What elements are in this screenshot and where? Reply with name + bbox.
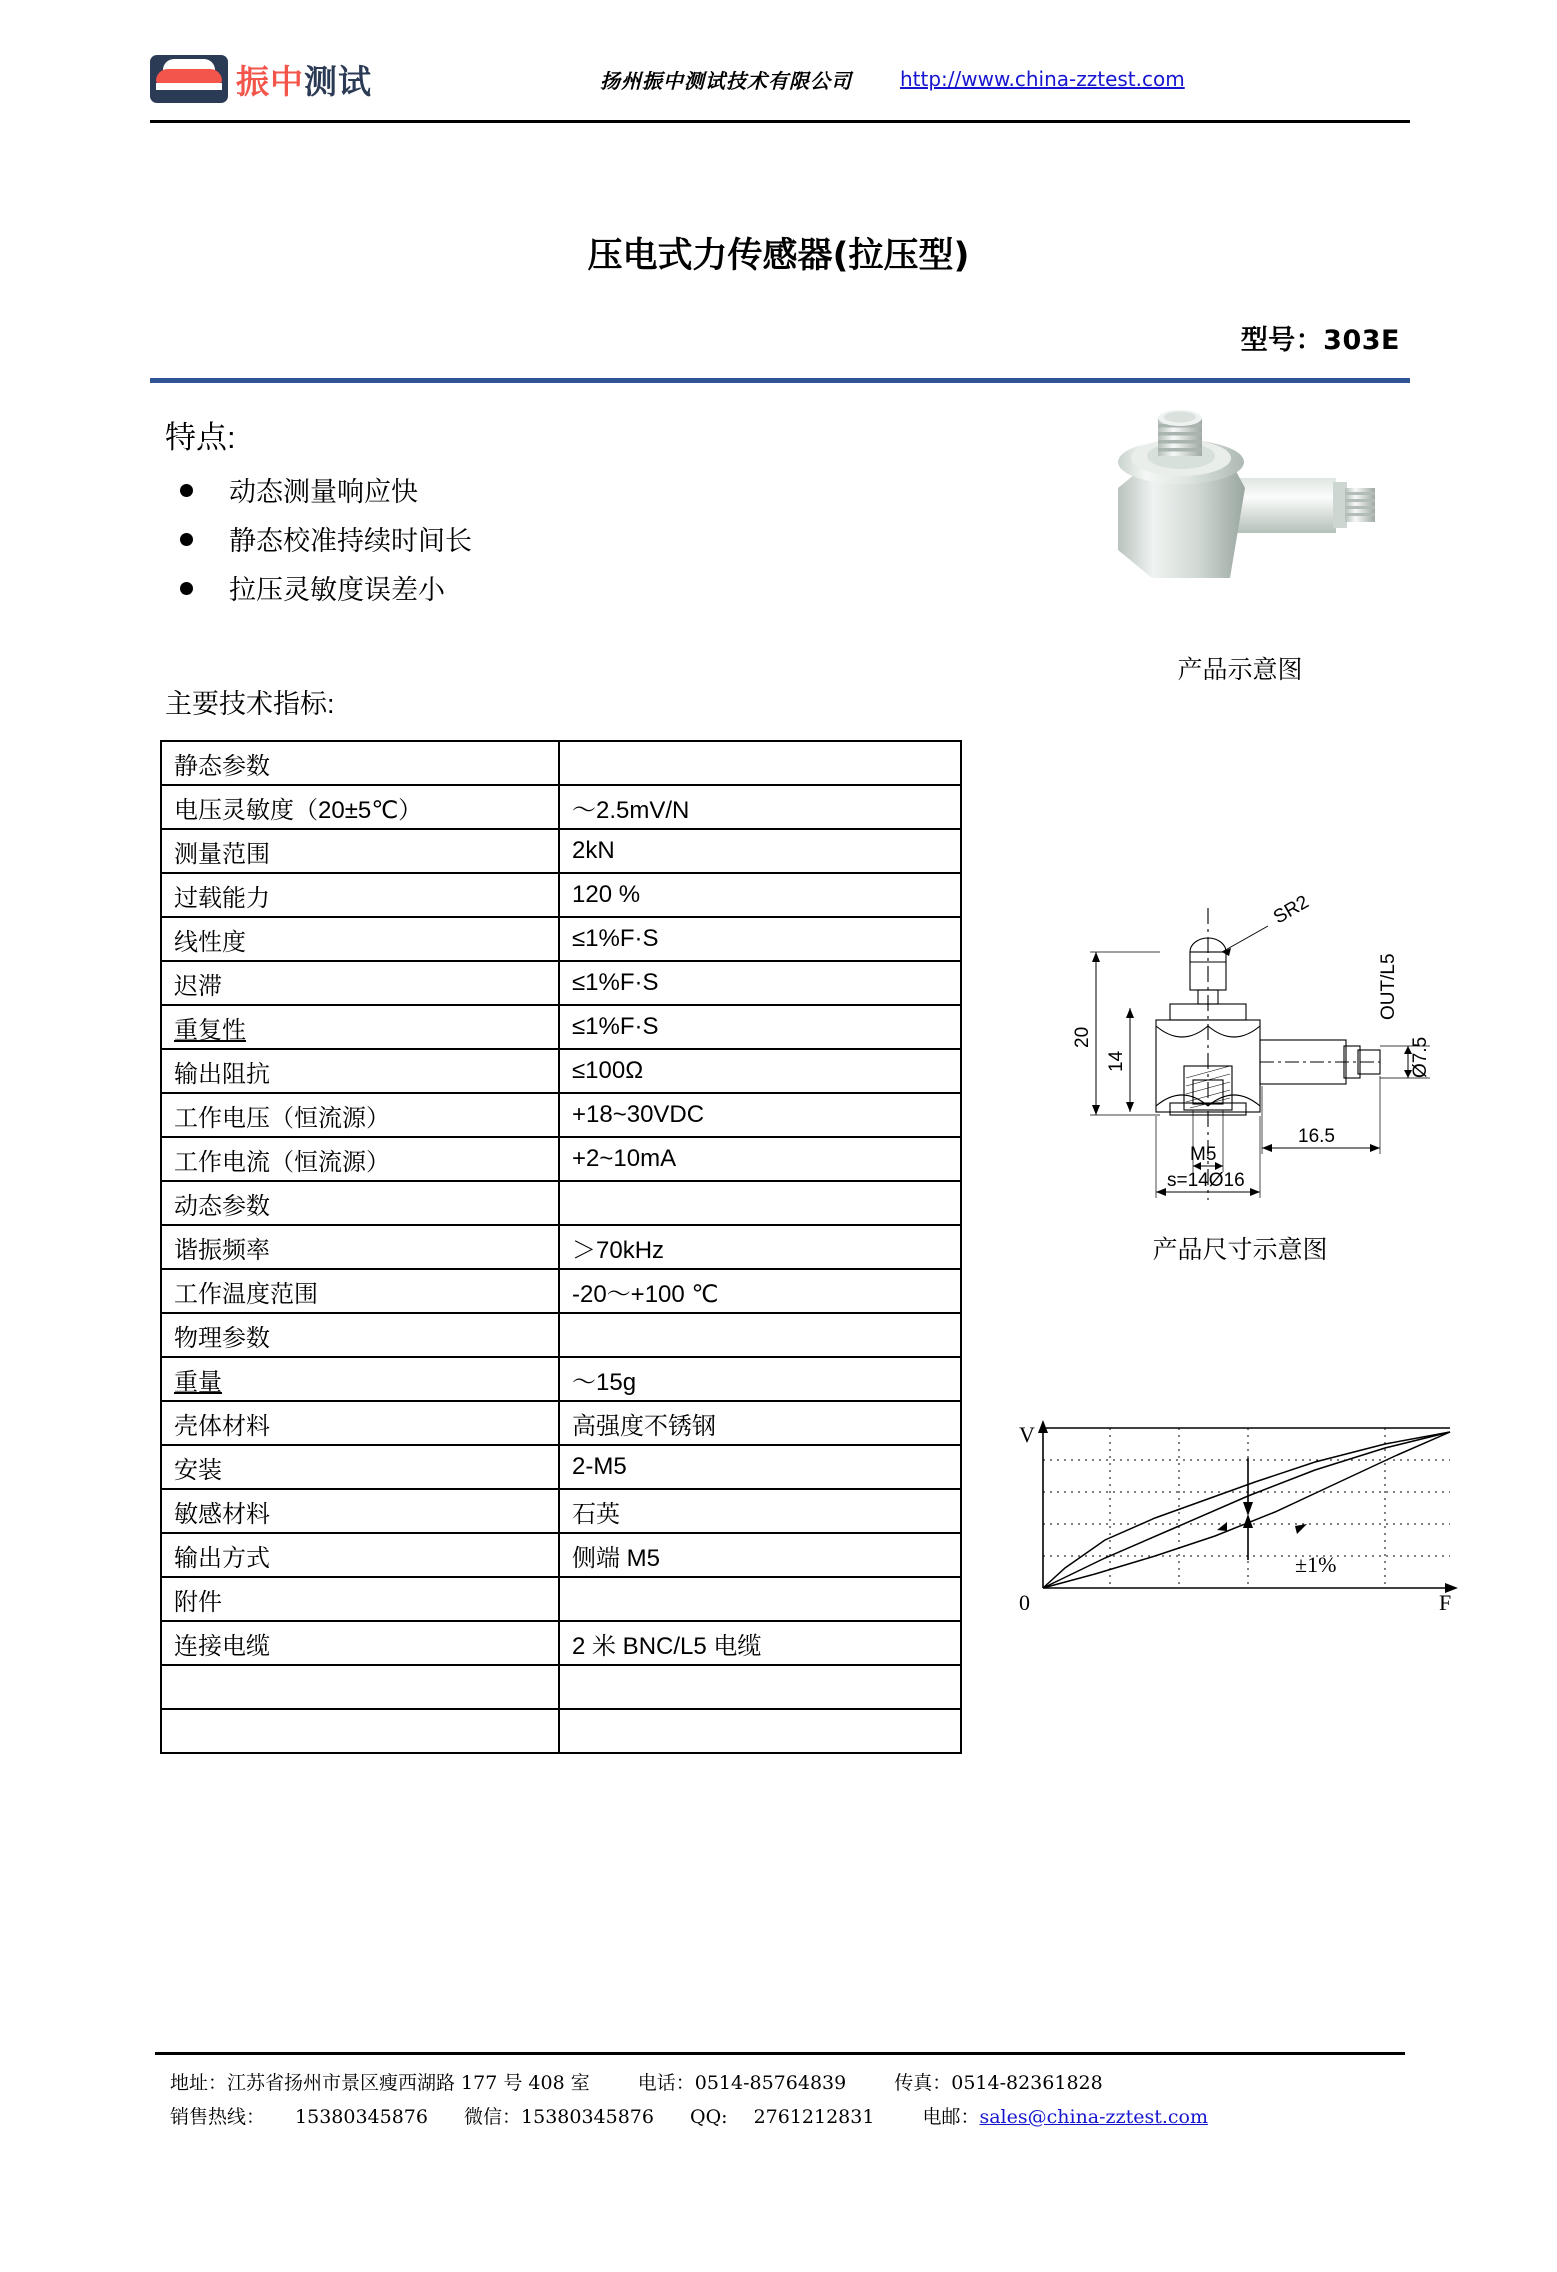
footer-tel-value: 0514-85764839 [694,2072,847,2094]
footer-email-label: 电邮： [922,2106,980,2128]
table-row [161,1093,961,1137]
spec-value: ≤100Ω [559,1049,961,1093]
logo-emblem-icon [150,55,228,103]
list-item [180,519,472,568]
spec-value: ～2.5mV/N [559,785,961,829]
table-row [161,1005,961,1049]
spec-value: +2~10mA [559,1137,961,1181]
spec-value: -20～+100 ℃ [559,1269,961,1313]
spec-heading: 主要技术指标: [165,689,335,719]
spec-value [559,1181,961,1225]
chart-x-axis-label: F [1439,1590,1452,1615]
spec-value: +18~30VDC [559,1093,961,1137]
footer-qq-label: QQ: [690,2106,728,2128]
spec-value: 120 % [559,873,961,917]
spec-value: ≤1%F·S [559,961,961,1005]
logo-char-1: 振 [236,61,270,101]
header-divider [150,120,1410,123]
spec-value [559,741,961,785]
product-photo [1040,400,1440,630]
header-company-name: 扬州振中测试技术有限公司 [600,68,852,93]
model-number: 型号：303E [1240,325,1400,356]
footer-fax-value: 0514-82361828 [951,2072,1103,2094]
company-logo [150,55,490,103]
table-row [161,1225,961,1269]
table-row [161,1709,961,1753]
spec-key: 重复性 [161,1005,559,1049]
chart-y-axis-label: V [1019,1422,1035,1447]
footer-fax-label: 传真： [894,2072,952,2094]
product-photo-caption: 产品示意图 [1177,656,1303,684]
footer-email-link[interactable]: sales@china-zztest.com [979,2106,1208,2128]
spec-key: 谐振频率 [161,1225,559,1269]
spec-key: 敏感材料 [161,1489,559,1533]
features-heading: 特点: [165,420,236,455]
table-row [161,1489,961,1533]
footer-hotline-value: 15380345876 [295,2106,428,2128]
spec-value: 侧端 M5 [559,1533,961,1577]
spec-value: 2 米 BNC/L5 电缆 [559,1621,961,1665]
spec-value: 2kN [559,829,961,873]
dim-label-diameter: Ø7.5 [1410,1036,1431,1078]
spec-key: 测量范围 [161,829,559,873]
table-row [161,1577,961,1621]
footer-address-value: 江苏省扬州市景区瘦西湖路 177 号 408 室 [227,2072,590,2094]
spec-value [559,1709,961,1753]
chart-tolerance-label: ±1% [1295,1552,1337,1577]
bullet-icon [180,582,193,595]
list-item [180,470,472,519]
page-header [150,48,1407,110]
specification-table [160,740,962,1754]
title-divider [150,378,1410,383]
table-row [161,1357,961,1401]
table-row [161,961,961,1005]
bullet-icon [180,484,193,497]
spec-key: 静态参数 [161,741,559,785]
chart-origin-label: 0 [1019,1590,1030,1615]
logo-char-3: 测试 [304,61,372,101]
spec-key [161,1665,559,1709]
table-row [161,1137,961,1181]
dim-label-body-height: 14 [1106,1050,1127,1072]
feature-label: 动态测量响应快 [229,477,418,507]
dim-label-length: 16.5 [1298,1126,1335,1147]
table-row [161,873,961,917]
footer-divider [155,2052,1405,2055]
spec-key: 工作电压（恒流源） [161,1093,559,1137]
table-row [161,1181,961,1225]
spec-key: 线性度 [161,917,559,961]
spec-value: ＞70kHz [559,1225,961,1269]
footer-address-label: 地址： [170,2072,228,2094]
table-row [161,1621,961,1665]
footer-wechat-value: 15380345876 [521,2106,654,2128]
page-title: 压电式力传感器(拉压型) [587,236,970,276]
table-row [161,1445,961,1489]
feature-label: 拉压灵敏度误差小 [229,575,445,605]
table-row [161,741,961,785]
table-row [161,1665,961,1709]
dim-label-across-flats: s=14Ø16 [1167,1170,1245,1191]
spec-key: 过载能力 [161,873,559,917]
spec-value: ～15g [559,1357,961,1401]
spec-key [161,1709,559,1753]
bullet-icon [180,533,193,546]
footer-tel-label: 电话： [637,2072,695,2094]
dim-label-connector: OUT/L5 [1378,953,1399,1020]
spec-value [559,1665,961,1709]
spec-key: 输出方式 [161,1533,559,1577]
page-footer [170,2066,1410,2134]
dim-label-total-height: 20 [1072,1026,1093,1048]
spec-value: 2-M5 [559,1445,961,1489]
spec-key: 附件 [161,1577,559,1621]
logo-wordmark [236,56,372,103]
table-row [161,1533,961,1577]
spec-key: 物理参数 [161,1313,559,1357]
table-row [161,1313,961,1357]
linearity-chart [995,1400,1465,1615]
footer-hotline-label: 销售热线： [170,2106,266,2128]
spec-key: 输出阻抗 [161,1049,559,1093]
dim-label-sr2: SR2 [1270,891,1313,929]
footer-row-2 [170,2100,1410,2134]
spec-key: 安装 [161,1445,559,1489]
dimension-drawing-caption: 产品尺寸示意图 [1152,1236,1328,1264]
footer-row-1 [170,2066,1410,2100]
spec-key: 电压灵敏度（20±5℃） [161,785,559,829]
spec-value [559,1577,961,1621]
spec-key: 工作温度范围 [161,1269,559,1313]
spec-value: ≤1%F·S [559,1005,961,1049]
spec-key: 连接电缆 [161,1621,559,1665]
logo-char-2: 中 [270,61,304,101]
table-row [161,917,961,961]
footer-wechat-label: 微信： [464,2106,522,2128]
dimension-drawing [1030,880,1460,1210]
table-row [161,1049,961,1093]
spec-value: 石英 [559,1489,961,1533]
spec-value: ≤1%F·S [559,917,961,961]
features-list [180,470,472,617]
dim-label-thread: M5 [1190,1144,1217,1165]
footer-qq-value: 2761212831 [753,2106,875,2128]
spec-key: 壳体材料 [161,1401,559,1445]
table-row [161,785,961,829]
spec-key: 动态参数 [161,1181,559,1225]
feature-label: 静态校准持续时间长 [229,526,472,556]
spec-value [559,1313,961,1357]
spec-key: 迟滞 [161,961,559,1005]
table-row [161,1269,961,1313]
spec-value: 高强度不锈钢 [559,1401,961,1445]
table-row [161,829,961,873]
spec-key: 工作电流（恒流源） [161,1137,559,1181]
spec-key: 重量 [161,1357,559,1401]
header-website-link[interactable]: http://www.china-zztest.com [900,67,1185,91]
table-row [161,1401,961,1445]
list-item [180,568,472,617]
